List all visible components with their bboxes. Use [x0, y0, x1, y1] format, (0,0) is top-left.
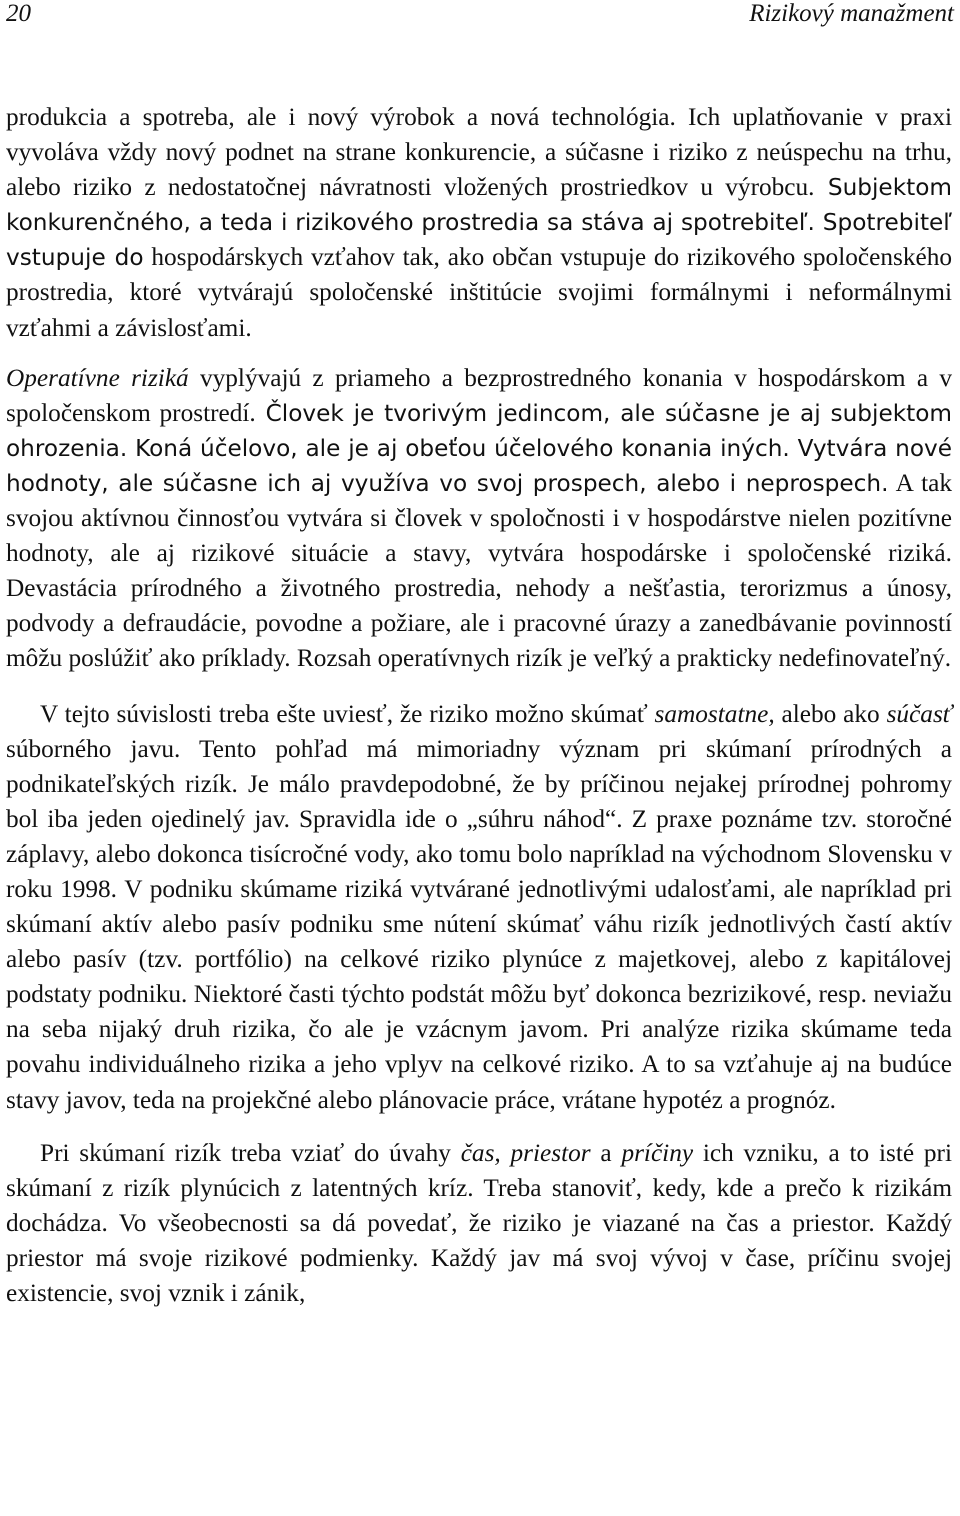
paragraph-4-part-2: a	[590, 1138, 622, 1167]
emphasis-priciny: príčiny	[621, 1138, 694, 1167]
emphasis-cas-priestor: čas, priestor	[460, 1138, 591, 1167]
paragraph-1-sentence-1: produkcia a spotreba, ale i nový výrobok a nová technológia. Ich uplatňovanie v praxi vyvoláva vždy nový podnet na strane konkurencie, a súčasne i riziko z neúspechu na trhu, alebo riziko z nedostatočnej návratnosti vložených prostriedkov u výrobcu.	[6, 103, 952, 202]
paragraph-2-sentence-3: A tak svojou aktívnou činnosťou vytvára si človek v spoločnosti i v hospodárstve nielen pozitívne hodnoty, ale aj rizikové situácie a stavy, vytvára hospodárske i spoločenské riziká. Devastácia prírodného a životného prostredia, nehody a nešťastia, terorizmus a únosy, podvody a defraudácie, povodne a požiare, ale i pracovné úrazy a zanedbávanie povinností môžu poslúžiť ako príklady. Rozsah operatívnych rizík je veľký a prakticky nedefinovateľný.	[6, 468, 952, 673]
operative-risks-term: Operatívne riziká	[6, 363, 189, 392]
emphasis-samostatne: samostatne,	[654, 699, 775, 728]
paragraph-2	[6, 361, 952, 677]
paragraph-1	[6, 100, 952, 346]
paragraph-4-part-1: Pri skúmaní rizík treba vziať do úvahy	[40, 1138, 461, 1167]
paragraph-2-sentence-2: Človek je tvorivým jedincom, ale súčasne je aj subjektom ohrozenia. Koná účelovo, ale je aj obeťou účelového konania iných. Vytvára nové hodnoty, ale súčasne ich aj využíva vo svoj prospech, alebo i neprospech.	[6, 399, 953, 497]
page-number: 20	[6, 0, 31, 27]
emphasis-sucast: súčasť	[886, 699, 952, 728]
paragraph-3-part-2: alebo ako	[774, 699, 887, 728]
page-header	[6, 0, 954, 32]
paragraph-3	[6, 697, 952, 1118]
paragraph-1-sentence-2: Subjektom konkurenčného, a teda i rizikového prostredia sa stáva aj spotrebiteľ. Spotrebiteľ vstupuje do	[6, 174, 952, 272]
paragraph-4	[6, 1136, 952, 1311]
paragraph-4-part-3: ich vzniku, a to isté pri skúmaní z rizík plynúcich z latentných kríz. Treba stanoviť, kedy, kde a prečo k rizikám dochádza. Vo všeobecnosti sa dá povedať, že riziko je viazané na čas a priestor. Každý priestor má svoje rizikové podmienky. Každý jav má svoj vývoj v čase, príčinu svojej existencie, svoj vznik i zánik,	[6, 1138, 952, 1307]
paragraph-2-sentence-1: vyplývajú z priameho a bezprostredného konania v hospodárskom a v spoločenskom prostredí.	[6, 363, 952, 427]
paragraph-1-sentence-3: hospodárskych vzťahov tak, ako občan vstupuje do rizikového spoločenského prostredia, ktoré vytvárajú spoločenské inštitúcie svojimi formálnymi i neformálnymi vzťahmi a závislosťami.	[6, 243, 952, 342]
running-title: Rizikový manažment	[749, 0, 954, 27]
paragraph-3-part-1: V tejto súvislosti treba ešte uviesť, že riziko možno skúmať	[40, 699, 655, 728]
paragraph-3-part-3: súborného javu. Tento pohľad má mimoriadny význam pri skúmaní prírodných a podnikateľských rizík. Je málo pravdepodobné, že by príčinou nejakej prírodnej pohromy bol iba jeden ojedinelý jav. Spravidla ide o „súhru náhod“. Z praxe poznáme tzv. storočné záplavy, alebo dokonca tisícročné vody, ako tomu bolo napríklad na východnom Slovensku v roku 1998. V podniku skúmame riziká vytvárané jednotlivými udalosťami, ale napríklad pri skúmaní aktív alebo pasív podniku sme nútení skúmať váhu rizík jednotlivých častí aktív alebo pasív (tzv. portfólio) na celkové riziko plynúce z majetkovej, alebo z kapitálovej podstaty podniku. Niektoré časti týchto podstát môžu byť dokonca bezrizikové, resp. neviažu na seba nijaký druh rizika, čo ale je vzácnym javom. Pri analýze rizika skúmame teda povahu individuálneho rizika a jeho vplyv na celkové riziko. A to sa vzťahuje aj na budúce stavy javov, teda na projekčné alebo plánovacie práce, vrátane hypotéz a prognóz.	[6, 734, 952, 1114]
body-text	[6, 100, 952, 1311]
